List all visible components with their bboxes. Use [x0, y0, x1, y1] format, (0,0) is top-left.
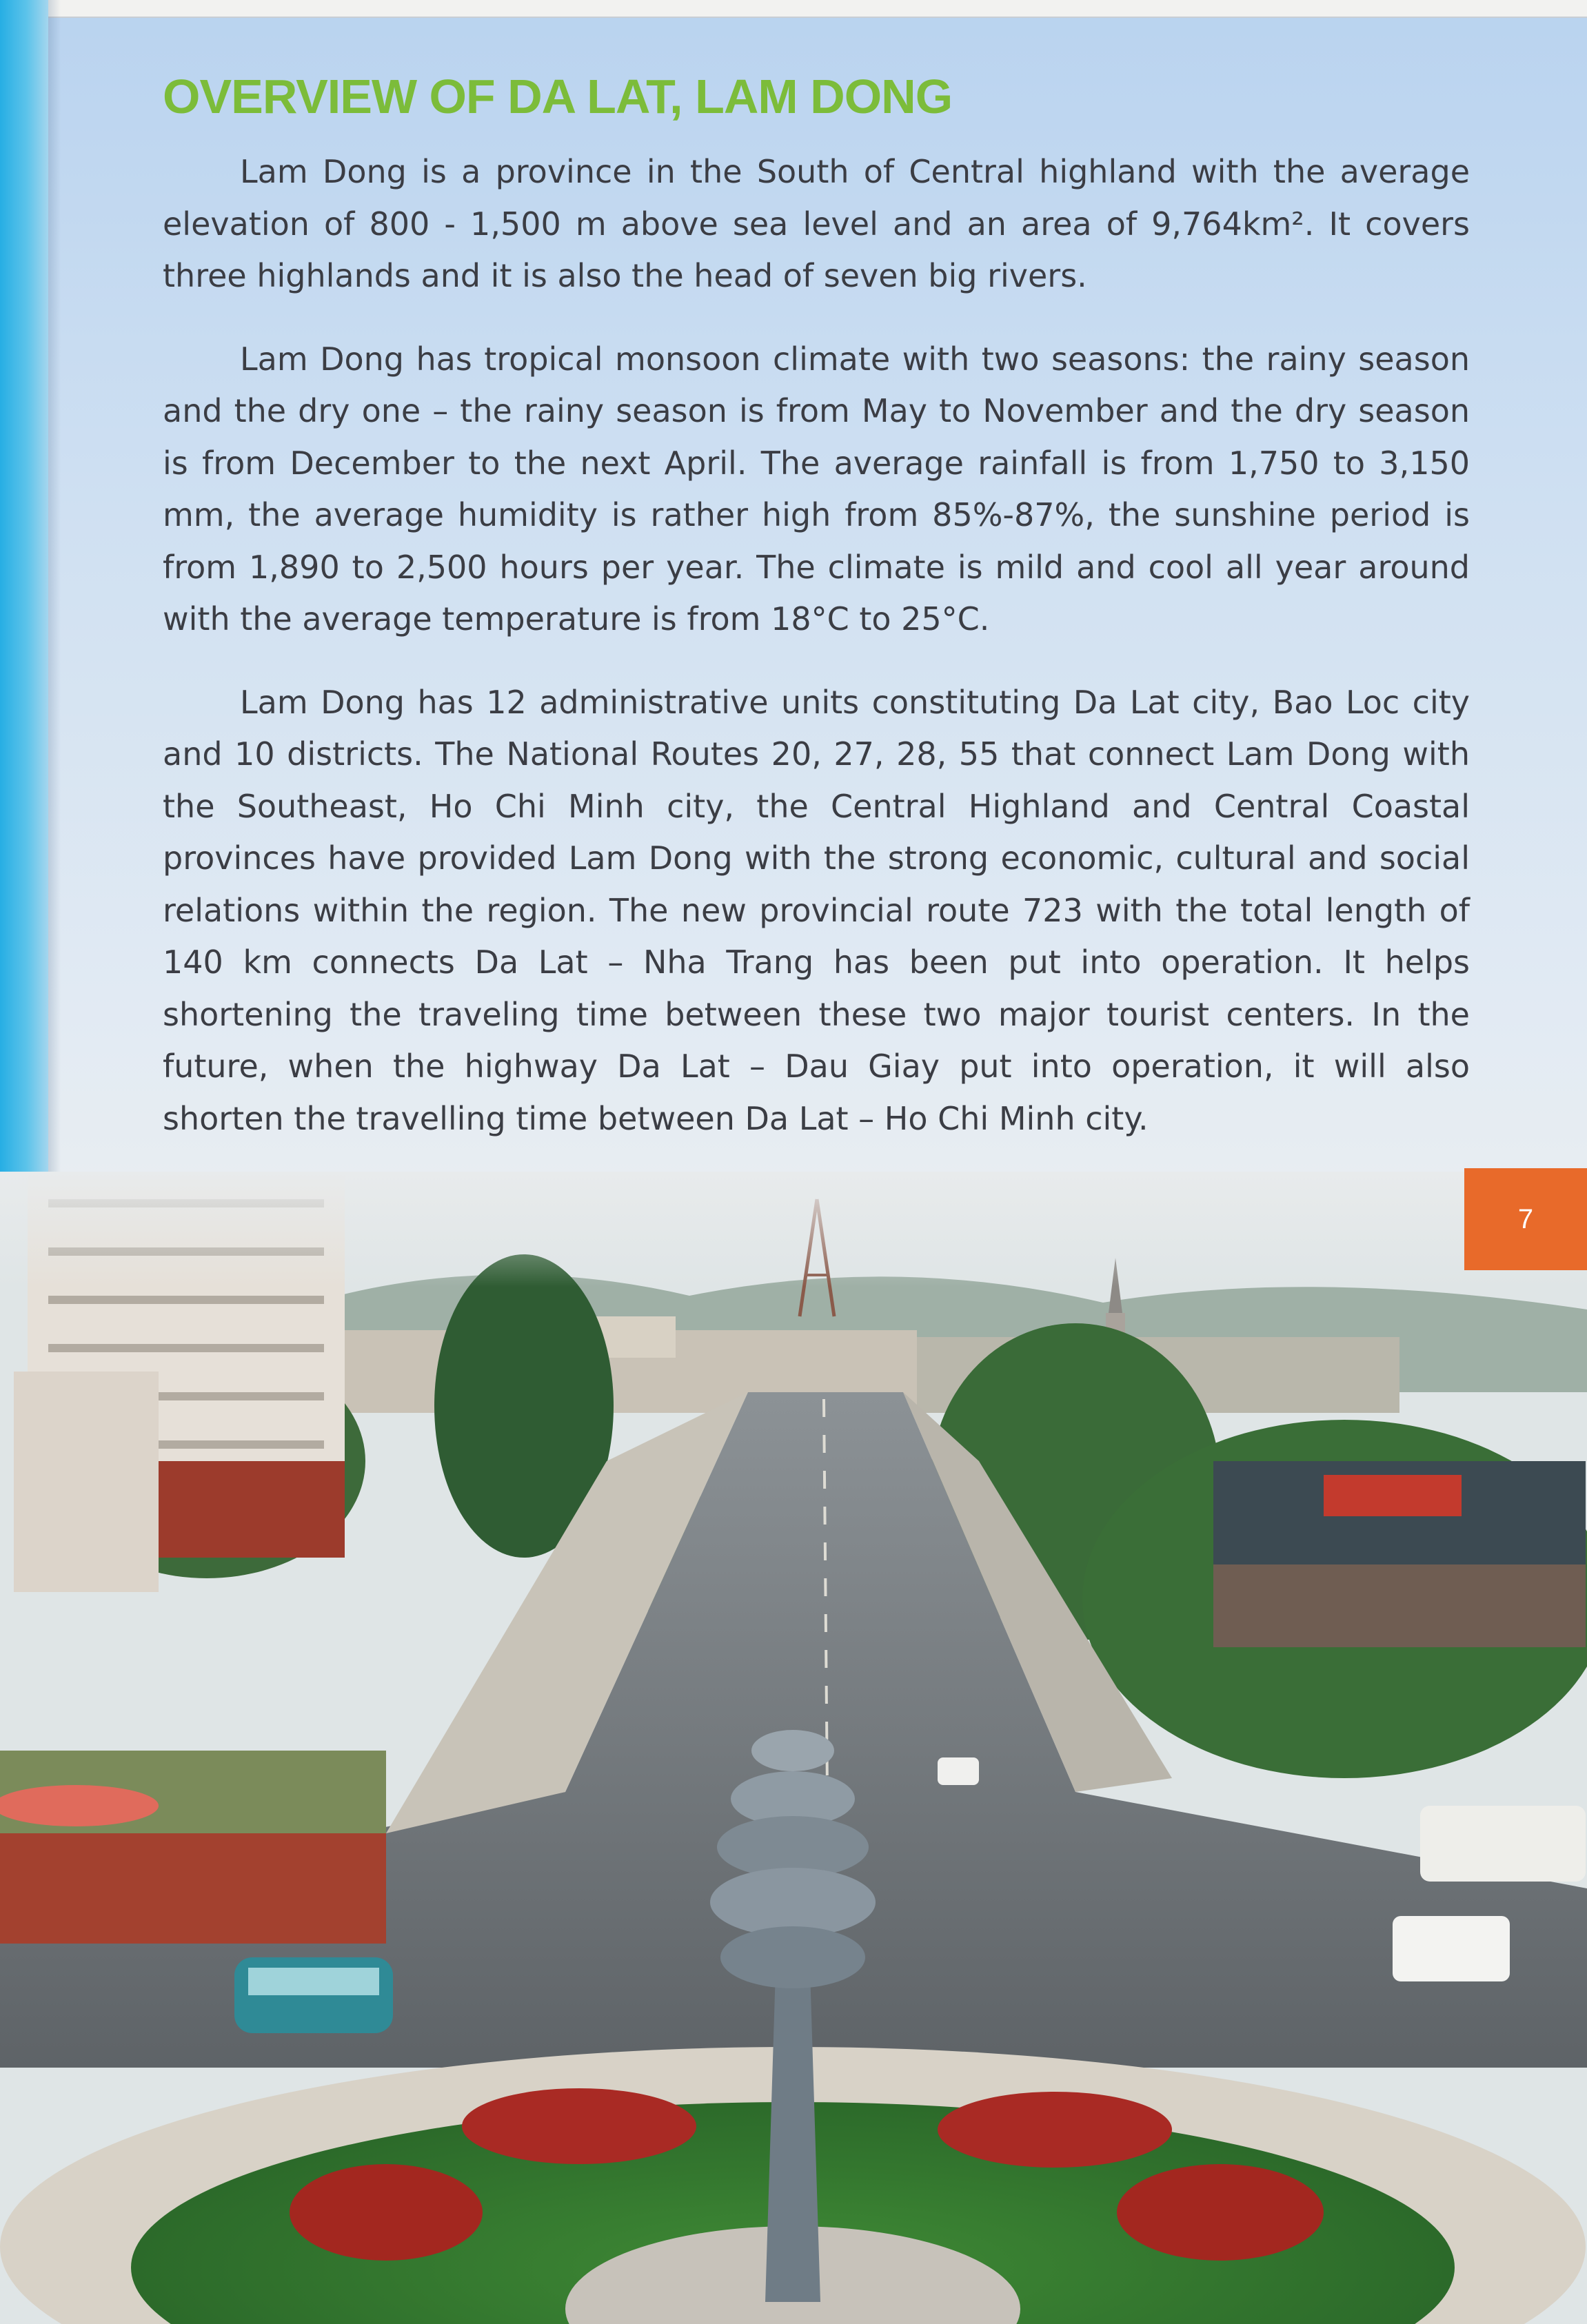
article-body	[163, 146, 1470, 1176]
paragraph-administration: Lam Dong has 12 administrative units constituting Da Lat city, Bao Loc city and 10 districts. The National Routes 20, 27, 28, 55 that connect Lam Dong with the Southeast, Ho Chi Minh city, the Central Highland and Central Coastal provinces have provided Lam Dong with the strong economic, cultural and social relations within the region. The new provincial route 723 with the total length of 140 km connects Da Lat – Nha Trang has been put into operation. It helps shortening the traveling time between these two major tourist centers. In the future, when the highway Da Lat – Dau Giay put into operation, it will also shorten the travelling time between Da Lat – Ho Chi Minh city.	[163, 683, 1470, 1137]
scan-top-edge	[0, 0, 1587, 18]
paragraph-geography: Lam Dong is a province in the South of Central highland with the average elevation of 800 - 1,500 m above sea level and an area of 9,764km². It covers three highlands and it is also the head of seven big rivers.	[163, 153, 1470, 294]
paragraph-climate: Lam Dong has tropical monsoon climate with two seasons: the rainy season and the dry one – the rainy season is from May to November and the dry season is from December to the next April. The average rainfall is from 1,750 to 3,150 mm, the average humidity is rather high from 85%-87%, the sunshine period is from 1,890 to 2,500 hours per year. The climate is mild and cool all year around with the average temperature is from 18°C to 25°C.	[163, 340, 1470, 638]
city-photo	[0, 1172, 1587, 2324]
page-number: 7	[1464, 1168, 1587, 1270]
page-title: OVERVIEW OF DA LAT, LAM DONG	[163, 70, 953, 123]
